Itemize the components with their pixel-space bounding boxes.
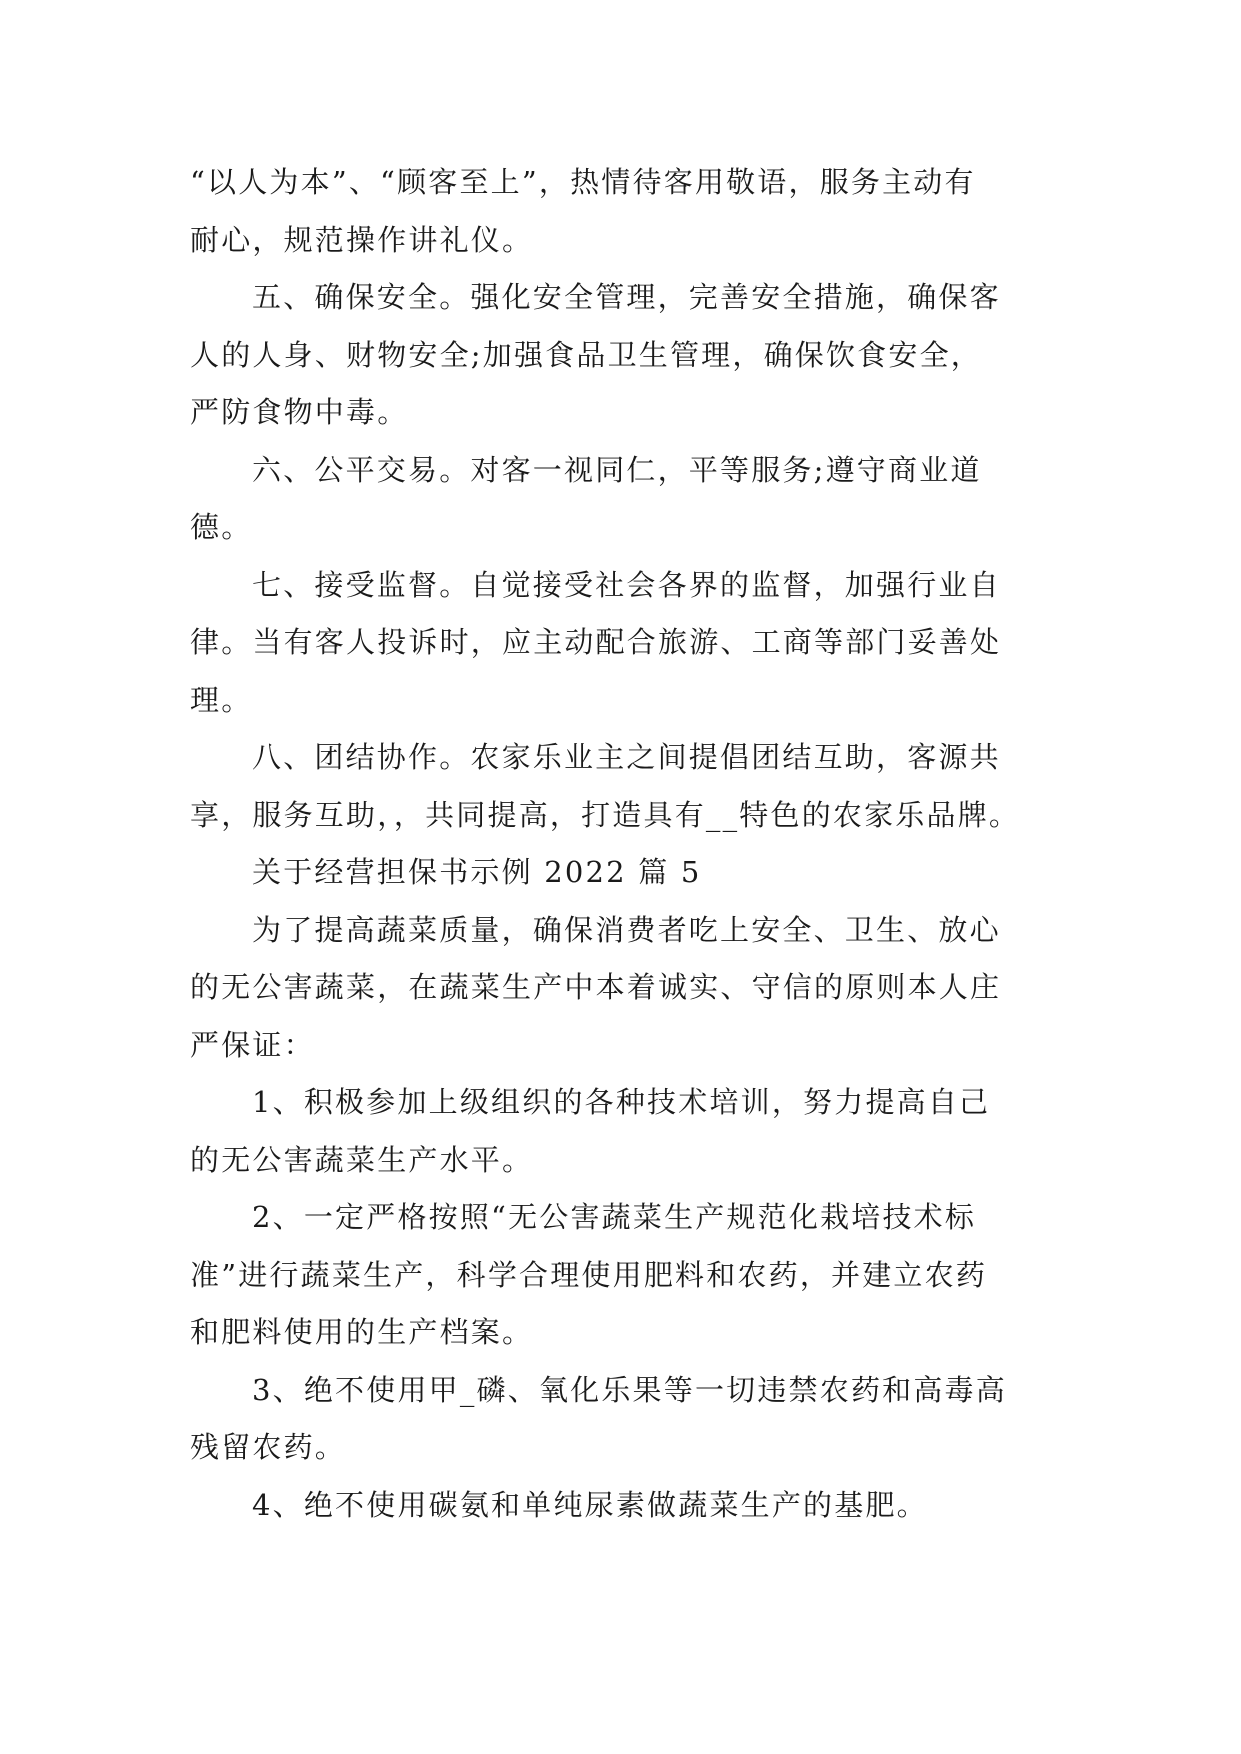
text-line: 八、团结协作。农家乐业主之间提倡团结互助，客源共 xyxy=(252,740,1001,774)
text-line: 德。 xyxy=(190,510,253,544)
paragraph-pledge-4 xyxy=(190,1477,1070,1535)
paragraph-item-5 xyxy=(190,269,1070,442)
text-line: 五、确保安全。强化安全管理，完善安全措施，确保客 xyxy=(252,280,1001,314)
text-line: 严防食物中毒。 xyxy=(190,395,409,429)
text-line: 1、积极参加上级组织的各种技术培训，努力提高自己 xyxy=(252,1085,991,1119)
paragraph-pledge-2 xyxy=(190,1189,1070,1362)
section-heading: 关于经营担保书示例 2022 篇 5 xyxy=(252,855,702,889)
text-line: 严保证： xyxy=(190,1027,315,1062)
paragraph-pledge-3 xyxy=(190,1362,1070,1477)
text-line: 理。 xyxy=(190,682,253,717)
text-line: 和肥料使用的生产档案。 xyxy=(190,1315,534,1349)
text-line: “以人为本”、“顾客至上”，热情待客用敬语，服务主动有 xyxy=(190,165,976,199)
text-line: 律。当有客人投诉时，应主动配合旅游、工商等部门妥善处 xyxy=(190,625,1002,659)
text-line: 4、绝不使用碳氨和单纯尿素做蔬菜生产的基肥。 xyxy=(252,1487,928,1522)
text-line: 3、绝不使用甲_磷、氧化乐果等一切违禁农药和高毒高 xyxy=(252,1372,1007,1407)
text-line: 2、一定严格按照“无公害蔬菜生产规范化栽培技术标 xyxy=(252,1200,977,1234)
text-line: 为了提高蔬菜质量，确保消费者吃上安全、卫生、放心 xyxy=(252,912,1001,947)
text-line: 残留农药。 xyxy=(190,1430,347,1464)
text-line: 耐心，规范操作讲礼仪。 xyxy=(190,222,534,257)
paragraph-item-7 xyxy=(190,557,1070,730)
text-line: 人的人身、财物安全;加强食品卫生管理，确保饮食安全， xyxy=(190,337,982,372)
text-line: 七、接受监督。自觉接受社会各界的监督，加强行业自 xyxy=(252,567,1001,602)
paragraph-continuation xyxy=(190,154,1070,269)
paragraph-item-8 xyxy=(190,729,1070,844)
text-line: 享，服务互助，，共同提高，打造具有__特色的农家乐品牌。 xyxy=(190,797,1021,832)
text-line: 准”进行蔬菜生产，科学合理使用肥料和农药，并建立农药 xyxy=(190,1257,988,1292)
document-body xyxy=(190,154,1070,1534)
paragraph-pledge-1 xyxy=(190,1074,1070,1189)
text-line: 六、公平交易。对客一视同仁，平等服务;遵守商业道 xyxy=(252,452,982,487)
paragraph-section-intro xyxy=(190,902,1070,1075)
paragraph-item-6 xyxy=(190,442,1070,557)
text-line: 的无公害蔬菜，在蔬菜生产中本着诚实、守信的原则本人庄 xyxy=(190,970,1002,1004)
text-line: 的无公害蔬菜生产水平。 xyxy=(190,1142,534,1177)
